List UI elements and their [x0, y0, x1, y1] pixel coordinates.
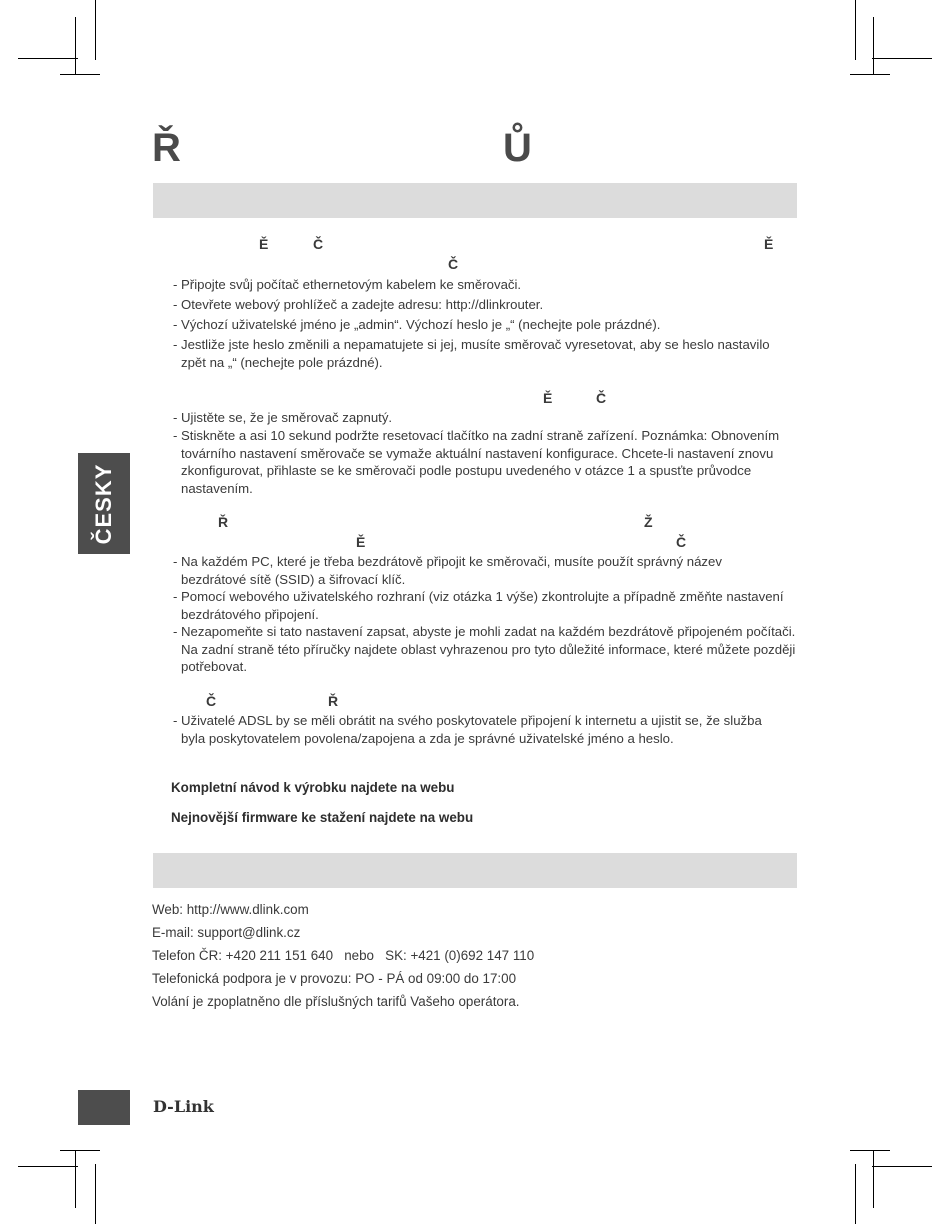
list-item: - Jestliže jste heslo změnili a nepamatujete si jej, musíte směrovač vyresetovat, aby se heslo nastavilo zpět na „“ (nechejte pole prázdné). — [173, 337, 770, 370]
question-fragment: Č — [313, 236, 324, 252]
question-fragment: Ě — [356, 534, 366, 550]
list-item: - Nezapomeňte si tato nastavení zapsat, abyste je mohli zadat na každém bezdrátově připojeném počítači. Na zadní straně této příručky najdete oblast vyhrazenou pro tyto důležité informace, které můžete později potřebovat. — [173, 624, 796, 674]
question-fragment: Č — [596, 390, 607, 406]
contact-note: Volání je zpoplatněno dle příslušných tarifů Vašeho operátora. — [152, 994, 520, 1009]
contact-web: Web: http://www.dlink.com — [152, 902, 309, 917]
language-tab-label: ČESKY — [91, 463, 116, 544]
list-item: - Připojte svůj počítač ethernetovým kabelem ke směrovači. — [173, 277, 522, 292]
section-bar — [153, 183, 797, 218]
question-fragment: Ě — [543, 390, 553, 406]
crop-mark — [75, 1150, 76, 1208]
crop-mark — [872, 58, 932, 59]
question-fragment: Č — [676, 534, 687, 550]
list-item: - Výchozí uživatelské jméno je „admin“. Výchozí heslo je „“ (nechejte pole prázdné). — [173, 317, 661, 332]
question-fragment: Č — [448, 256, 459, 272]
crop-mark — [873, 1150, 874, 1208]
crop-mark — [872, 1166, 932, 1167]
crop-mark — [855, 1164, 856, 1224]
crop-mark — [95, 0, 96, 60]
contact-email: E-mail: support@dlink.cz — [152, 925, 301, 940]
crop-mark — [855, 0, 856, 60]
firmware-link-text: Nejnovější firmware ke stažení najdete na webu — [171, 810, 474, 825]
contact-phone: Telefon ČR: +420 211 151 640 nebo SK: +421 (0)692 147 110 — [152, 948, 535, 963]
page-title-fragment: Ů — [503, 126, 532, 170]
list-item: - Ujistěte se, že je směrovač zapnutý. — [173, 410, 393, 425]
contact-hours: Telefonická podpora je v provozu: PO - PÁ od 09:00 do 17:00 — [152, 971, 517, 986]
question-fragment: Ě — [764, 236, 774, 252]
dlink-logo: D-Link — [153, 1097, 214, 1116]
crop-mark — [75, 17, 76, 75]
question-fragment: Ř — [328, 693, 339, 709]
crop-mark — [18, 58, 78, 59]
manual-link-text: Kompletní návod k výrobku najdete na webu — [171, 780, 455, 795]
crop-mark — [60, 1150, 100, 1151]
question-fragment: Ř — [218, 514, 229, 530]
question-fragment: Ž — [644, 514, 653, 530]
list-item: - Otevřete webový prohlížeč a zadejte adresu: http://dlinkrouter. — [173, 297, 544, 312]
section-bar — [153, 853, 797, 888]
crop-mark — [60, 74, 100, 75]
question-fragment: Č — [206, 693, 217, 709]
crop-mark — [95, 1164, 96, 1224]
crop-mark — [850, 74, 890, 75]
page-number-box — [78, 1090, 130, 1125]
question-fragment: Ě — [259, 236, 269, 252]
list-item: - Uživatelé ADSL by se měli obrátit na svého poskytovatele připojení k internetu a ujistit se, že služba byla poskytovatelem povolena/zapojena a zda je správné uživatelské jméno a heslo. — [173, 713, 762, 746]
crop-mark — [18, 1166, 78, 1167]
list-item: - Stiskněte a asi 10 sekund podržte resetovací tlačítko na zadní straně zařízení. Poznámka: Obnovením továrního nastavení směrovače se vymaže aktuální nastavení konfigurace. Chcete-li nastavení znovu zkonfigurovat, přihlaste se ke směrovači podle postupu uvedeného v otázce 1 a spusťte průvodce nastavením. — [173, 428, 780, 496]
crop-mark — [873, 17, 874, 75]
crop-mark — [850, 1150, 890, 1151]
list-item: - Na každém PC, které je třeba bezdrátově připojit ke směrovači, musíte použít správný název bezdrátové sítě (SSID) a šifrovací klíč. — [173, 554, 722, 587]
language-tab — [78, 453, 130, 554]
page-title-fragment: Ř — [152, 126, 181, 170]
list-item: - Pomocí webového uživatelského rozhraní (viz otázka 1 výše) zkontrolujte a případně změňte nastavení bezdrátového připojení. — [173, 589, 784, 622]
